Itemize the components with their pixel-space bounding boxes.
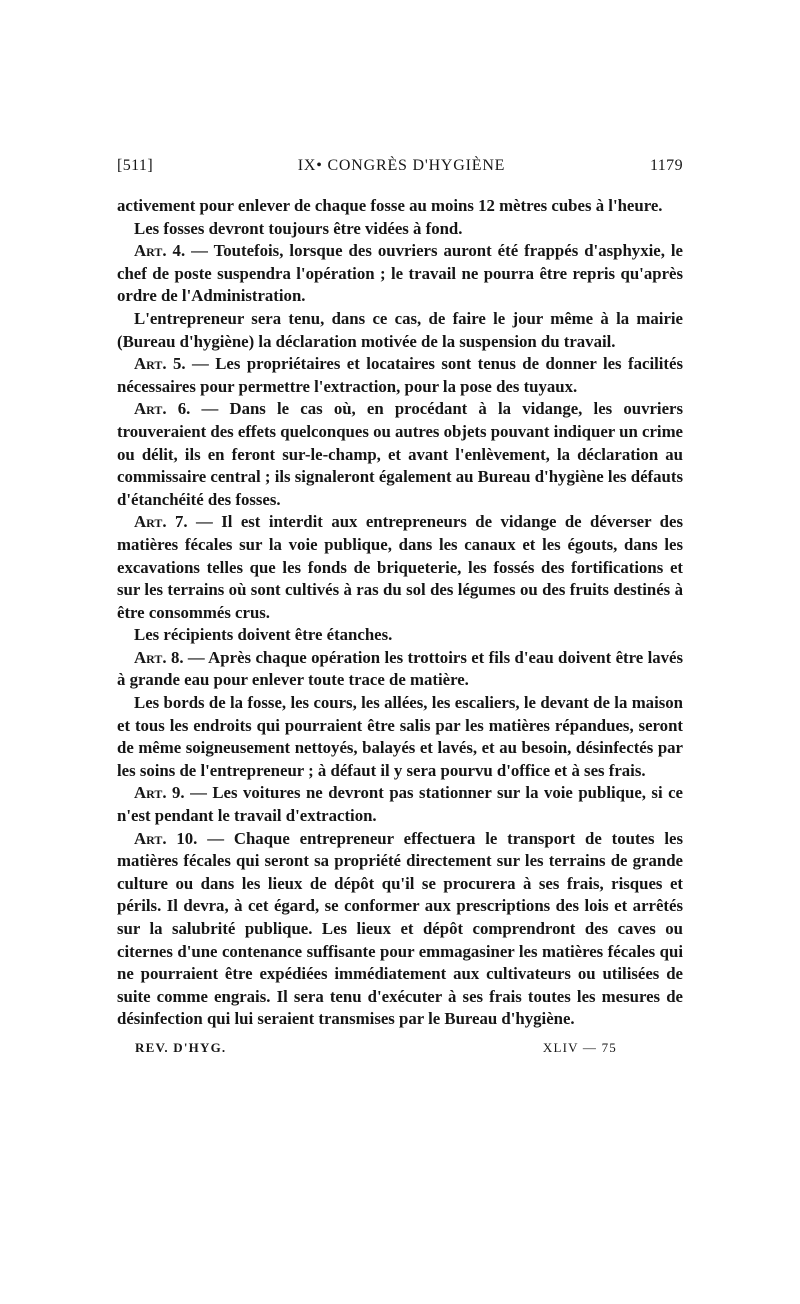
volume-signature: XLIV — 75 xyxy=(542,1039,617,1055)
paragraph xyxy=(117,511,683,624)
paragraph xyxy=(117,308,683,353)
running-title: IX• CONGRÈS D'HYGIÈNE xyxy=(297,157,506,174)
paragraph xyxy=(117,353,683,398)
paragraph-text: Les bords de la fosse, les cours, les allées, les escaliers, le devant de la maison et tous les endroits qui pourraient être salis par les matières répandues, seront de même soigneusement nettoyés, balayés et lavés, et au besoin, désinfectés par les soins de l'entrepreneur ; à défaut il y sera pourvu d'office et à ses frais. xyxy=(117,693,683,780)
paragraph-text: — Toutefois, lorsque des ouvriers auront été frappés d'asphyxie, le chef de poste suspendra l'opération ; le travail ne pourra être repris qu'après ordre de l'Administration. xyxy=(117,241,684,306)
page-bracket-number: [511] xyxy=(117,157,154,174)
journal-signature: REV. D'HYG. xyxy=(135,1039,227,1055)
paragraph xyxy=(117,782,683,827)
paragraph-text: Les fosses devront toujours être vidées à fond. xyxy=(134,218,463,238)
paragraph-text: L'entrepreneur sera tenu, dans ce cas, de faire le jour même à la mairie (Bureau d'hygiène) la déclaration motivée de la suspension du travail. xyxy=(117,308,683,351)
paragraph xyxy=(117,624,683,647)
paragraph xyxy=(117,692,683,782)
page-number: 1179 xyxy=(649,157,683,174)
paragraph-text: — Il est interdit aux entrepreneurs de vidange de déverser des matières fécales sur la voie publique, dans les canaux et les égouts, dans les excavations telles que les fonds de briqueterie, les fossés des fortifications et sur les terrains où sont cultivés à ras du sol des légumes ou des fruits destinés à être consommés crus. xyxy=(117,512,683,622)
paragraph xyxy=(117,398,683,511)
paragraph-text: — Après chaque opération les trottoirs et fils d'eau doivent être lavés à grande eau pour enlever toute trace de matière. xyxy=(117,647,684,690)
paragraph xyxy=(117,828,683,1031)
paragraph xyxy=(117,240,683,308)
article-label: Art. 5. xyxy=(134,354,186,374)
article-label: Art. 6. xyxy=(134,399,191,419)
book-page xyxy=(117,157,683,1056)
paragraph-text: — Dans le cas où, en procédant à la vidange, les ouvriers trouveraient des effets quelconques ou autres objets pouvant indiquer un crime ou délit, ils en feront sur-le-champ, et avant l'enlèvement, la déclaration au commissaire central ; ils signaleront également au Bureau d'hygiène les défauts d'étanchéité des fosses. xyxy=(117,399,683,509)
paragraph xyxy=(117,195,683,218)
body-text xyxy=(117,195,683,1031)
article-label: Art. 4. xyxy=(134,241,186,261)
article-label: Art. 7. xyxy=(134,512,188,532)
signature-footer xyxy=(117,1040,683,1056)
paragraph xyxy=(117,647,683,692)
paragraph xyxy=(117,218,683,241)
article-label: Art. 10. xyxy=(134,828,198,848)
article-label: Art. 9. xyxy=(134,783,185,803)
paragraph-text: Les récipients doivent être étanches. xyxy=(134,625,393,645)
paragraph-text: — Les propriétaires et locataires sont tenus de donner les facilités nécessaires pour permettre l'extraction, pour la pose des tuyaux. xyxy=(117,354,683,396)
paragraph-text: activement pour enlever de chaque fosse au moins 12 mètres cubes à l'heure. xyxy=(117,196,663,215)
paragraph-text: — Chaque entrepreneur effectuera le transport de toutes les matières fécales qui seront sa propriété directement sur les terrains de grande culture ou dans les lieux de dépôt qu'il se procurera à ses frais, risques et périls. Il devra, à cet égard, se conformer aux prescriptions des lois et arrêtés sur la salubrité publique. Les lieux et dépôt comprendront des caves ou citernes d'une contenance suffisante pour emmagasiner les matières fécales qui ne pourraient être expédiées immédiatement aux cultivateurs ou utilisées de suite comme engrais. Il sera tenu d'exécuter à ses frais toutes les mesures de désinfection qui lui seraient transmises par le Bureau d'hygiène. xyxy=(117,828,684,1029)
paragraph-text: — Les voitures ne devront pas stationner sur la voie publique, si ce n'est pendant le travail d'extraction. xyxy=(117,783,683,826)
running-head xyxy=(117,157,683,181)
article-label: Art. 8. xyxy=(134,647,184,667)
